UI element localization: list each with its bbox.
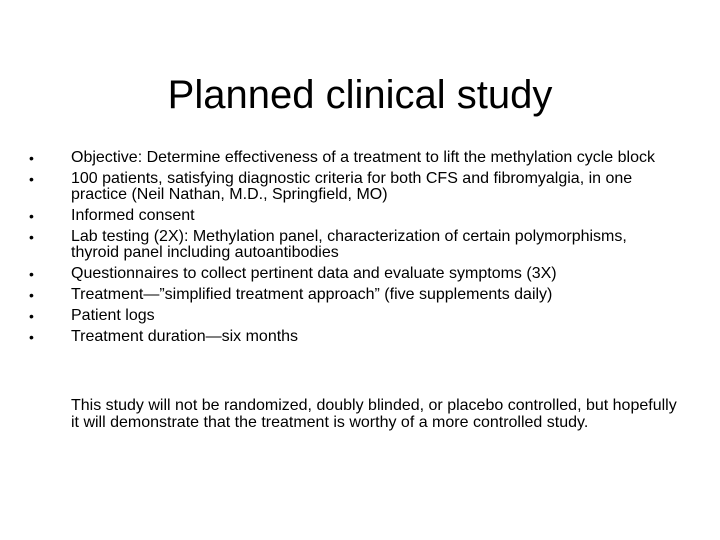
bullet-icon: • bbox=[29, 150, 34, 166]
bullet-icon: • bbox=[29, 208, 34, 224]
list-item bbox=[0, 229, 720, 261]
bullet-text: Informed consent bbox=[71, 207, 195, 224]
study-note: This study will not be randomized, doubly blinded, or placebo controlled, but hopefully it will demonstrate that the treatment is worthy of a more controlled study. bbox=[71, 397, 677, 431]
bullet-icon: • bbox=[29, 266, 34, 282]
bullet-icon: • bbox=[29, 171, 34, 187]
slide-title: Planned clinical study bbox=[167, 73, 553, 117]
bullet-text: Lab testing (2X): Methylation panel, characterization of certain polymorphisms, thyroid panel including autoantibodies bbox=[71, 228, 627, 261]
list-item bbox=[0, 150, 720, 166]
bullet-icon: • bbox=[29, 308, 34, 324]
bullet-icon: • bbox=[29, 329, 34, 345]
bullet-text: Treatment—”simplified treatment approach” (five supplements daily) bbox=[71, 286, 553, 303]
bullet-text: Patient logs bbox=[71, 307, 155, 324]
list-item bbox=[0, 208, 720, 224]
list-item bbox=[0, 266, 720, 282]
bullet-text: Treatment duration—six months bbox=[71, 328, 299, 345]
bullet-list bbox=[0, 150, 720, 350]
list-item bbox=[0, 308, 720, 324]
bullet-icon: • bbox=[29, 287, 34, 303]
bullet-text: 100 patients, satisfying diagnostic criteria for both CFS and fibromyalgia, in one practice (Neil Nathan, M.D., Springfield, MO) bbox=[71, 170, 633, 203]
list-item bbox=[0, 287, 720, 303]
bullet-text: Objective: Determine effectiveness of a treatment to lift the methylation cycle block bbox=[71, 149, 655, 166]
bullet-text: Questionnaires to collect pertinent data and evaluate symptoms (3X) bbox=[71, 265, 557, 282]
list-item bbox=[0, 171, 720, 203]
list-item bbox=[0, 329, 720, 345]
bullet-icon: • bbox=[29, 229, 34, 245]
